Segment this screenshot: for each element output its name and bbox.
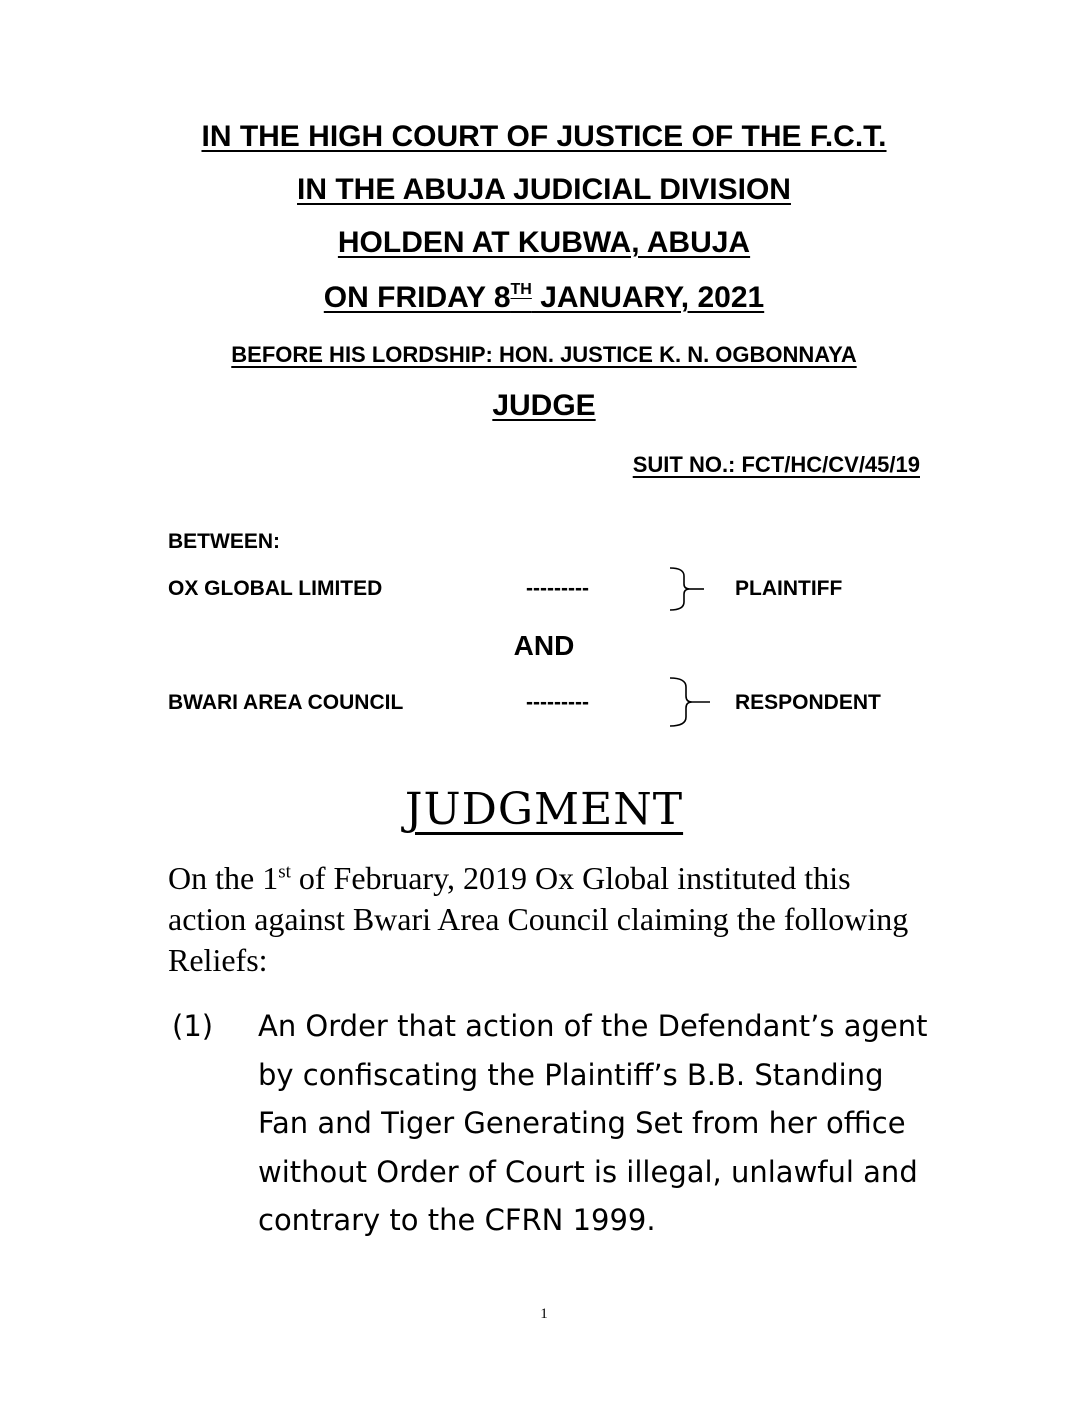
holden-at: HOLDEN AT KUBWA, ABUJA [337,226,751,259]
respondent-name: BWARI AREA COUNCIL [168,691,404,714]
page-number: 1 [540,1306,548,1322]
respondent-brace-icon [664,676,712,728]
intro-paragraph: On the 1st of February, 2019 Ox Global instituted this action against Bwari Area Council claiming the following Reliefs: [168,860,909,978]
division-title: IN THE ABUJA JUDICIAL DIVISION [297,173,791,206]
before-lordship: BEFORE HIS LORDSHIP: HON. JUSTICE K. N. OGBONNAYA [231,342,857,367]
judgment-title: JUDGMENT [404,784,684,835]
relief-number: (1) [172,1009,214,1043]
and-separator: AND [513,630,575,661]
judge-label: JUDGE [492,389,596,422]
plaintiff-name: OX GLOBAL LIMITED [168,577,383,600]
date-line: ON FRIDAY 8TH JANUARY, 2021 [323,281,765,314]
respondent-role: RESPONDENT [735,691,881,714]
court-title: IN THE HIGH COURT OF JUSTICE OF THE F.C.T. [201,120,887,153]
relief-text: An Order that action of the Defendant’s agent by confiscating the Plaintiff’s B.B. Standing Fan and Tiger Generating Set from her office without Order of Court is illegal, unlawful and contrary to the CFRN 1999. [258,1009,928,1237]
plaintiff-dashes: --------- [526,577,589,600]
plaintiff-role: PLAINTIFF [735,577,843,600]
plaintiff-brace-icon [664,566,706,612]
between-label: BETWEEN: [168,530,280,553]
suit-number: SUIT NO.: FCT/HC/CV/45/19 [632,452,920,477]
respondent-dashes: --------- [526,691,589,714]
